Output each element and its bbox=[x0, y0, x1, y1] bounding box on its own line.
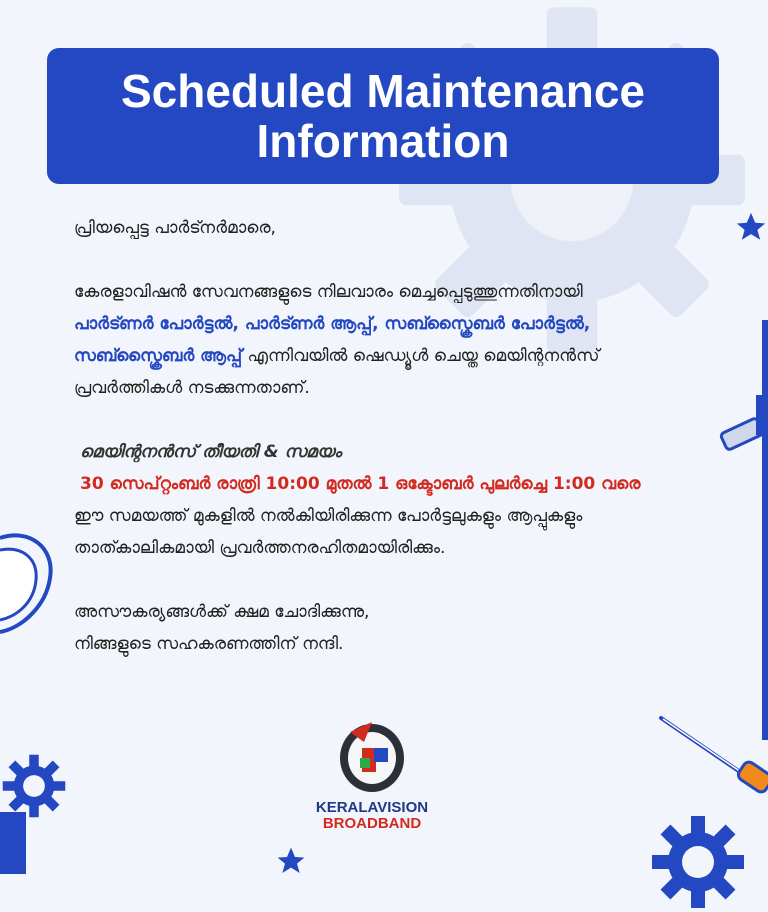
paragraph-text bbox=[74, 340, 714, 372]
paragraph-text: താത്കാലികമായി പ്രവർത്തനരഹിതമായിരിക്കും. bbox=[74, 538, 446, 558]
announcement-body bbox=[74, 212, 714, 660]
wrench-icon bbox=[0, 528, 58, 638]
paragraph-text-rest: എന്നിവയിൽ ഷെഡ്യൂൾ ചെയ്ത മെയിന്റനൻസ് bbox=[242, 346, 600, 366]
star-icon bbox=[734, 210, 768, 244]
star-icon bbox=[275, 845, 307, 877]
page-title-line1: Scheduled Maintenance bbox=[120, 65, 645, 117]
side-bar-decoration bbox=[0, 812, 26, 874]
closing-text: നിങ്ങളുടെ സഹകരണത്തിന് നന്ദി. bbox=[74, 634, 344, 654]
closing-text: അസൗകര്യങ്ങൾക്ക് ക്ഷമ ചോദിക്കുന്നു, bbox=[74, 602, 370, 622]
keralavision-logo bbox=[312, 718, 432, 832]
paragraph-text: പ്രവർത്തികൾ നടക്കുന്നതാണ്. bbox=[74, 378, 310, 398]
paragraph-text: ഈ സമയത്ത് മുകളിൽ നൽകിയിരിക്കുന്ന പോർട്ടലുകളും ആപ്പുകളും bbox=[74, 506, 583, 526]
title-banner bbox=[47, 48, 719, 184]
schedule-label: മെയിന്റനൻസ് തീയതി & സമയം bbox=[80, 442, 342, 462]
gear-icon bbox=[0, 752, 68, 820]
services-highlight: സബ്സ്ക്രൈബർ ആപ്പ് bbox=[74, 346, 243, 366]
services-highlight: പാർട്ണർ പോർട്ടൽ, പാർട്ണർ ആപ്പ്, സബ്സ്ക്രൈബർ പോർട്ടൽ, bbox=[74, 314, 591, 334]
hammer-icon bbox=[712, 395, 768, 470]
side-bar-decoration bbox=[762, 320, 768, 740]
screwdriver-icon bbox=[655, 712, 768, 802]
logo-emblem-icon bbox=[336, 718, 408, 796]
page-title-line2: Information bbox=[256, 115, 510, 167]
paragraph-text: കേരളാവിഷൻ സേവനങ്ങളുടെ നിലവാരം മെച്ചപ്പെടുത്തുന്നതിനായി bbox=[74, 282, 583, 302]
logo-text-line2: BROADBAND bbox=[322, 815, 422, 832]
logo-text-line1: KERALAVISION bbox=[315, 799, 429, 816]
greeting-text: പ്രിയപ്പെട്ട പാർട്നർമാരെ, bbox=[74, 218, 276, 238]
schedule-value: 30 സെപ്റ്റംബർ രാത്രി 10:00 മുതൽ 1 ഒക്ടോബർ പുലർച്ചെ 1:00 വരെ bbox=[80, 474, 641, 494]
gear-icon bbox=[648, 812, 748, 912]
